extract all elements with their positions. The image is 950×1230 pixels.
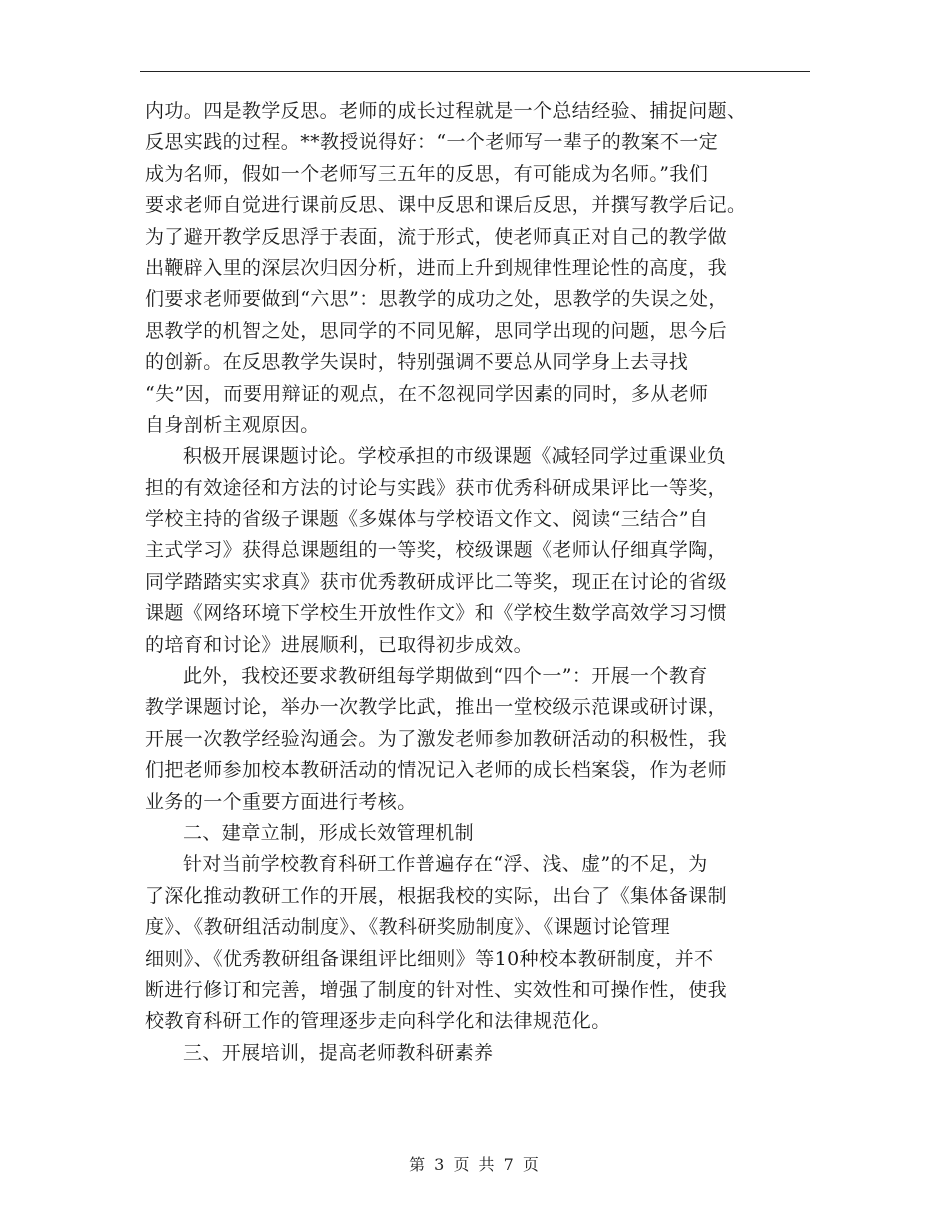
header-rule <box>140 71 810 72</box>
text-line: 自身剖析主观原因。 <box>145 413 320 436</box>
text-line: 反思实践的过程。**教授说得好：“一个老师写一辈子的教案不一定 <box>145 131 719 154</box>
text-line: 了深化推动教研工作的开展，根据我校的实际，出台了《集体备课制 <box>145 884 728 907</box>
section-heading: 二、建章立制，形成长效管理机制 <box>183 821 475 844</box>
text-line: 们要求老师要做到“六思”：思教学的成功之处，思教学的失误之处， <box>145 288 728 311</box>
text-line: 业务的一个重要方面进行考核。 <box>145 790 417 813</box>
body-text <box>145 96 820 1069</box>
section-heading: 三、开展培训，提高老师教科研素养 <box>183 1041 494 1064</box>
paragraph-start-line: 积极开展课题讨论。学校承担的市级课题《减轻同学过重课业负 <box>183 445 727 468</box>
text-line: 出鞭辟入里的深层次归因分析，进而上升到规律性理论性的高度，我 <box>145 256 728 279</box>
text-line: 成为名师，假如一个老师写三五年的反思，有可能成为名师。”我们 <box>145 162 709 185</box>
text-line: 度》、《教研组活动制度》、《教科研奖励制度》、《课题讨论管理 <box>145 916 671 939</box>
text-line: 内功。四是教学反思。老师的成长过程就是一个总结经验、捕捉问题、 <box>145 100 747 122</box>
text-line: 细则》、《优秀教研组备课组评比细则》等10种校本教研制度，并不 <box>145 947 714 970</box>
text-line: 的培育和讨论》进展顺利，已取得初步成效。 <box>145 633 534 656</box>
text-line: 思教学的机智之处，思同学的不同见解，思同学出现的问题，思今后 <box>145 319 728 342</box>
text-line: 的创新。在反思教学失误时，特别强调不要总从同学身上去寻找 <box>145 351 689 374</box>
text-line: 校教育科研工作的管理逐步走向科学化和法律规范化。 <box>145 1010 611 1033</box>
text-line: 教学课题讨论，举办一次教学比武，推出一堂校级示范课或研讨课， <box>145 696 728 719</box>
text-line: 学校主持的省级子课题《多媒体与学校语文作文、阅读“三结合”自 <box>145 508 709 531</box>
text-line: 开展一次教学经验沟通会。为了激发老师参加教研活动的积极性，我 <box>145 727 728 750</box>
page-footer: 第 3 页 共 7 页 <box>409 1155 541 1174</box>
text-line: 同学踏踏实实求真》获市优秀教研成评比二等奖，现正在讨论的省级 <box>145 570 728 593</box>
text-line: 担的有效途径和方法的讨论与实践》获市优秀科研成果评比一等奖， <box>145 476 728 499</box>
text-line: 们把老师参加校本教研活动的情况记入老师的成长档案袋，作为老师 <box>145 759 728 782</box>
text-line: 主式学习》获得总课题组的一等奖，校级课题《老师认仔细真学陶， <box>145 539 728 562</box>
text-line: “失”因，而要用辩证的观点，在不忽视同学因素的同时，多从老师 <box>145 382 709 405</box>
text-line: 断进行修订和完善，增强了制度的针对性、实效性和可操作性，使我 <box>145 978 728 1001</box>
text-line: 为了避开教学反思浮于表面，流于形式，使老师真正对自己的教学做 <box>145 225 728 248</box>
text-line: 要求老师自觉进行课前反思、课中反思和课后反思，并撰写教学后记。 <box>145 194 747 217</box>
paragraph-start-line: 此外，我校还要求教研组每学期做到“四个一”：开展一个教育 <box>183 665 708 688</box>
text-line: 课题《网络环境下学校生开放性作文》和《学校生数学高效学习习惯 <box>145 602 728 625</box>
paragraph-start-line: 针对当前学校教育科研工作普遍存在“浮、浅、虚”的不足，为 <box>183 853 708 876</box>
